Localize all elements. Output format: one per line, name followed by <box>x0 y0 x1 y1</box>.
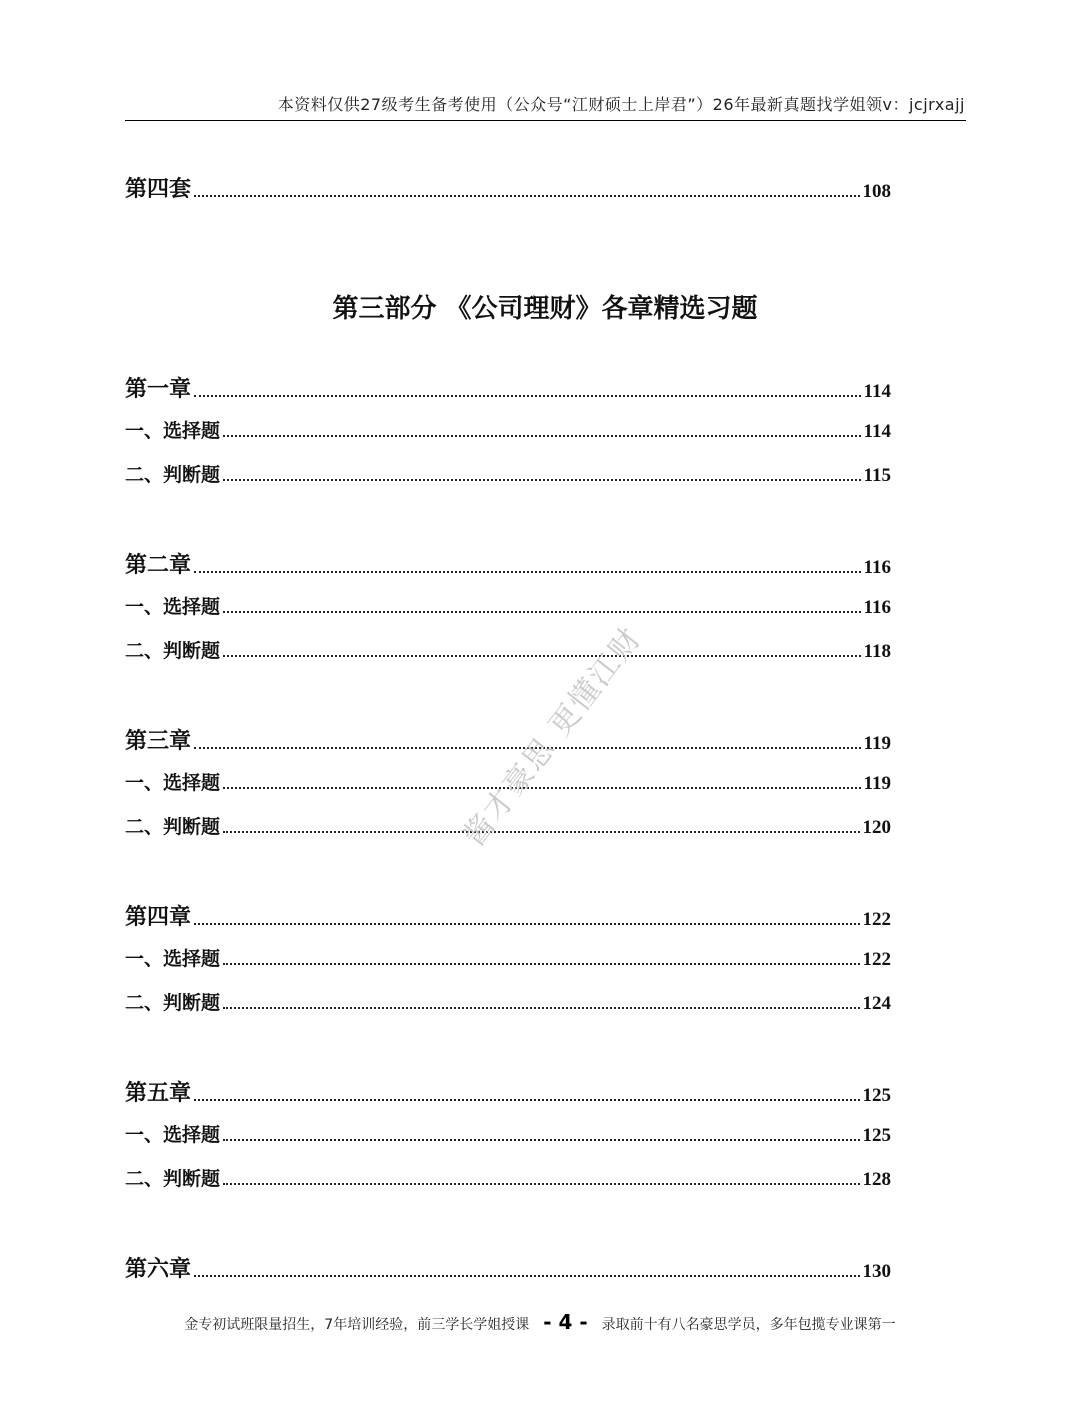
toc-entry-page: 125 <box>862 1125 891 1146</box>
toc-entry-label: 一、选择题 <box>125 948 221 970</box>
toc-entry-label: 一、选择题 <box>125 1124 221 1146</box>
toc-chapter[interactable] <box>125 724 891 755</box>
toc-entry-label: 第二章 <box>125 552 192 578</box>
toc-entry-page: 120 <box>862 817 891 838</box>
toc-entry-label: 第五章 <box>125 1080 192 1106</box>
page-number: - 4 - <box>543 1310 588 1334</box>
toc-leader <box>223 479 861 481</box>
toc-entry-label: 二、判断题 <box>125 640 221 662</box>
toc-entry-page: 122 <box>862 909 891 930</box>
toc-entry-label: 一、选择题 <box>125 596 221 618</box>
header-text: 本资料仅供27级考生备考使用（公众号“江财硕士上岸君”）26年最新真题找学姐领v：jcjrxajj <box>277 95 965 114</box>
toc-leader <box>223 1007 859 1009</box>
toc-leader <box>223 611 861 613</box>
toc-entry-label: 一、选择题 <box>125 420 221 442</box>
toc-entry-page: 115 <box>863 465 891 486</box>
toc-leader <box>223 655 861 657</box>
toc-subentry[interactable] <box>125 636 891 663</box>
toc-leader <box>194 923 859 925</box>
header-rule <box>125 120 966 121</box>
toc-entry-label: 第四章 <box>125 904 192 930</box>
toc-leader <box>194 195 859 197</box>
toc-entry-page: 116 <box>863 557 891 578</box>
toc-entry-page: 114 <box>863 381 891 402</box>
toc-subentry[interactable] <box>125 460 891 487</box>
toc-subentry[interactable] <box>125 988 891 1015</box>
toc-entry-page: 125 <box>862 1085 891 1106</box>
toc-chapter[interactable] <box>125 900 891 931</box>
toc-leader <box>223 435 861 437</box>
toc-leader <box>223 831 859 833</box>
toc-chapter[interactable] <box>125 1252 891 1283</box>
footer-left-text: 金专初试班限量招生，7年培训经验，前三学长学姐授课 <box>184 1317 530 1333</box>
toc-entry-page: 130 <box>862 1261 891 1282</box>
footer-right-text: 录取前十有八名豪思学员，多年包揽专业课第一 <box>601 1317 896 1333</box>
toc-entry-label: 第四套 <box>125 176 192 202</box>
toc-entry-page: 118 <box>863 641 891 662</box>
toc-leader <box>194 1275 859 1277</box>
page-header <box>125 92 965 115</box>
toc-entry-label: 第一章 <box>125 376 192 402</box>
toc-entry-page: 114 <box>863 421 891 442</box>
toc-subentry[interactable] <box>125 592 891 619</box>
toc-leader <box>223 1139 859 1141</box>
toc-entry[interactable] <box>125 172 891 203</box>
watermark: 酱才豪思 更懂江财 <box>456 620 649 854</box>
toc-entry-page: 108 <box>862 181 891 202</box>
toc-entry-page: 128 <box>862 1169 891 1190</box>
toc-leader <box>194 1099 859 1101</box>
toc-entry-label: 二、判断题 <box>125 1168 221 1190</box>
toc-chapter[interactable] <box>125 1076 891 1107</box>
toc-entry-page: 119 <box>863 773 891 794</box>
toc-leader <box>194 571 861 573</box>
toc-leader <box>194 395 861 397</box>
toc-entry-page: 116 <box>863 597 891 618</box>
toc-subentry[interactable] <box>125 1164 891 1191</box>
toc-entry-label: 第六章 <box>125 1256 192 1282</box>
toc-leader <box>223 787 861 789</box>
toc-entry-page: 119 <box>863 733 891 754</box>
toc-chapter[interactable] <box>125 548 891 579</box>
toc-subentry[interactable] <box>125 1120 891 1147</box>
toc-leader <box>223 1183 859 1185</box>
toc-entry-label: 二、判断题 <box>125 992 221 1014</box>
section-title: 第三部分 《公司理财》各章精选习题 <box>332 294 758 324</box>
toc-entry-label: 二、判断题 <box>125 816 221 838</box>
toc-leader <box>223 963 859 965</box>
toc-subentry[interactable] <box>125 944 891 971</box>
toc-subentry[interactable] <box>125 416 891 443</box>
toc-entry-label: 一、选择题 <box>125 772 221 794</box>
toc-entry-label: 第三章 <box>125 728 192 754</box>
page-footer <box>0 1310 1080 1334</box>
toc-entry-label: 二、判断题 <box>125 464 221 486</box>
toc-entry-page: 124 <box>862 993 891 1014</box>
toc-entry-page: 122 <box>862 949 891 970</box>
toc-chapter[interactable] <box>125 372 891 403</box>
